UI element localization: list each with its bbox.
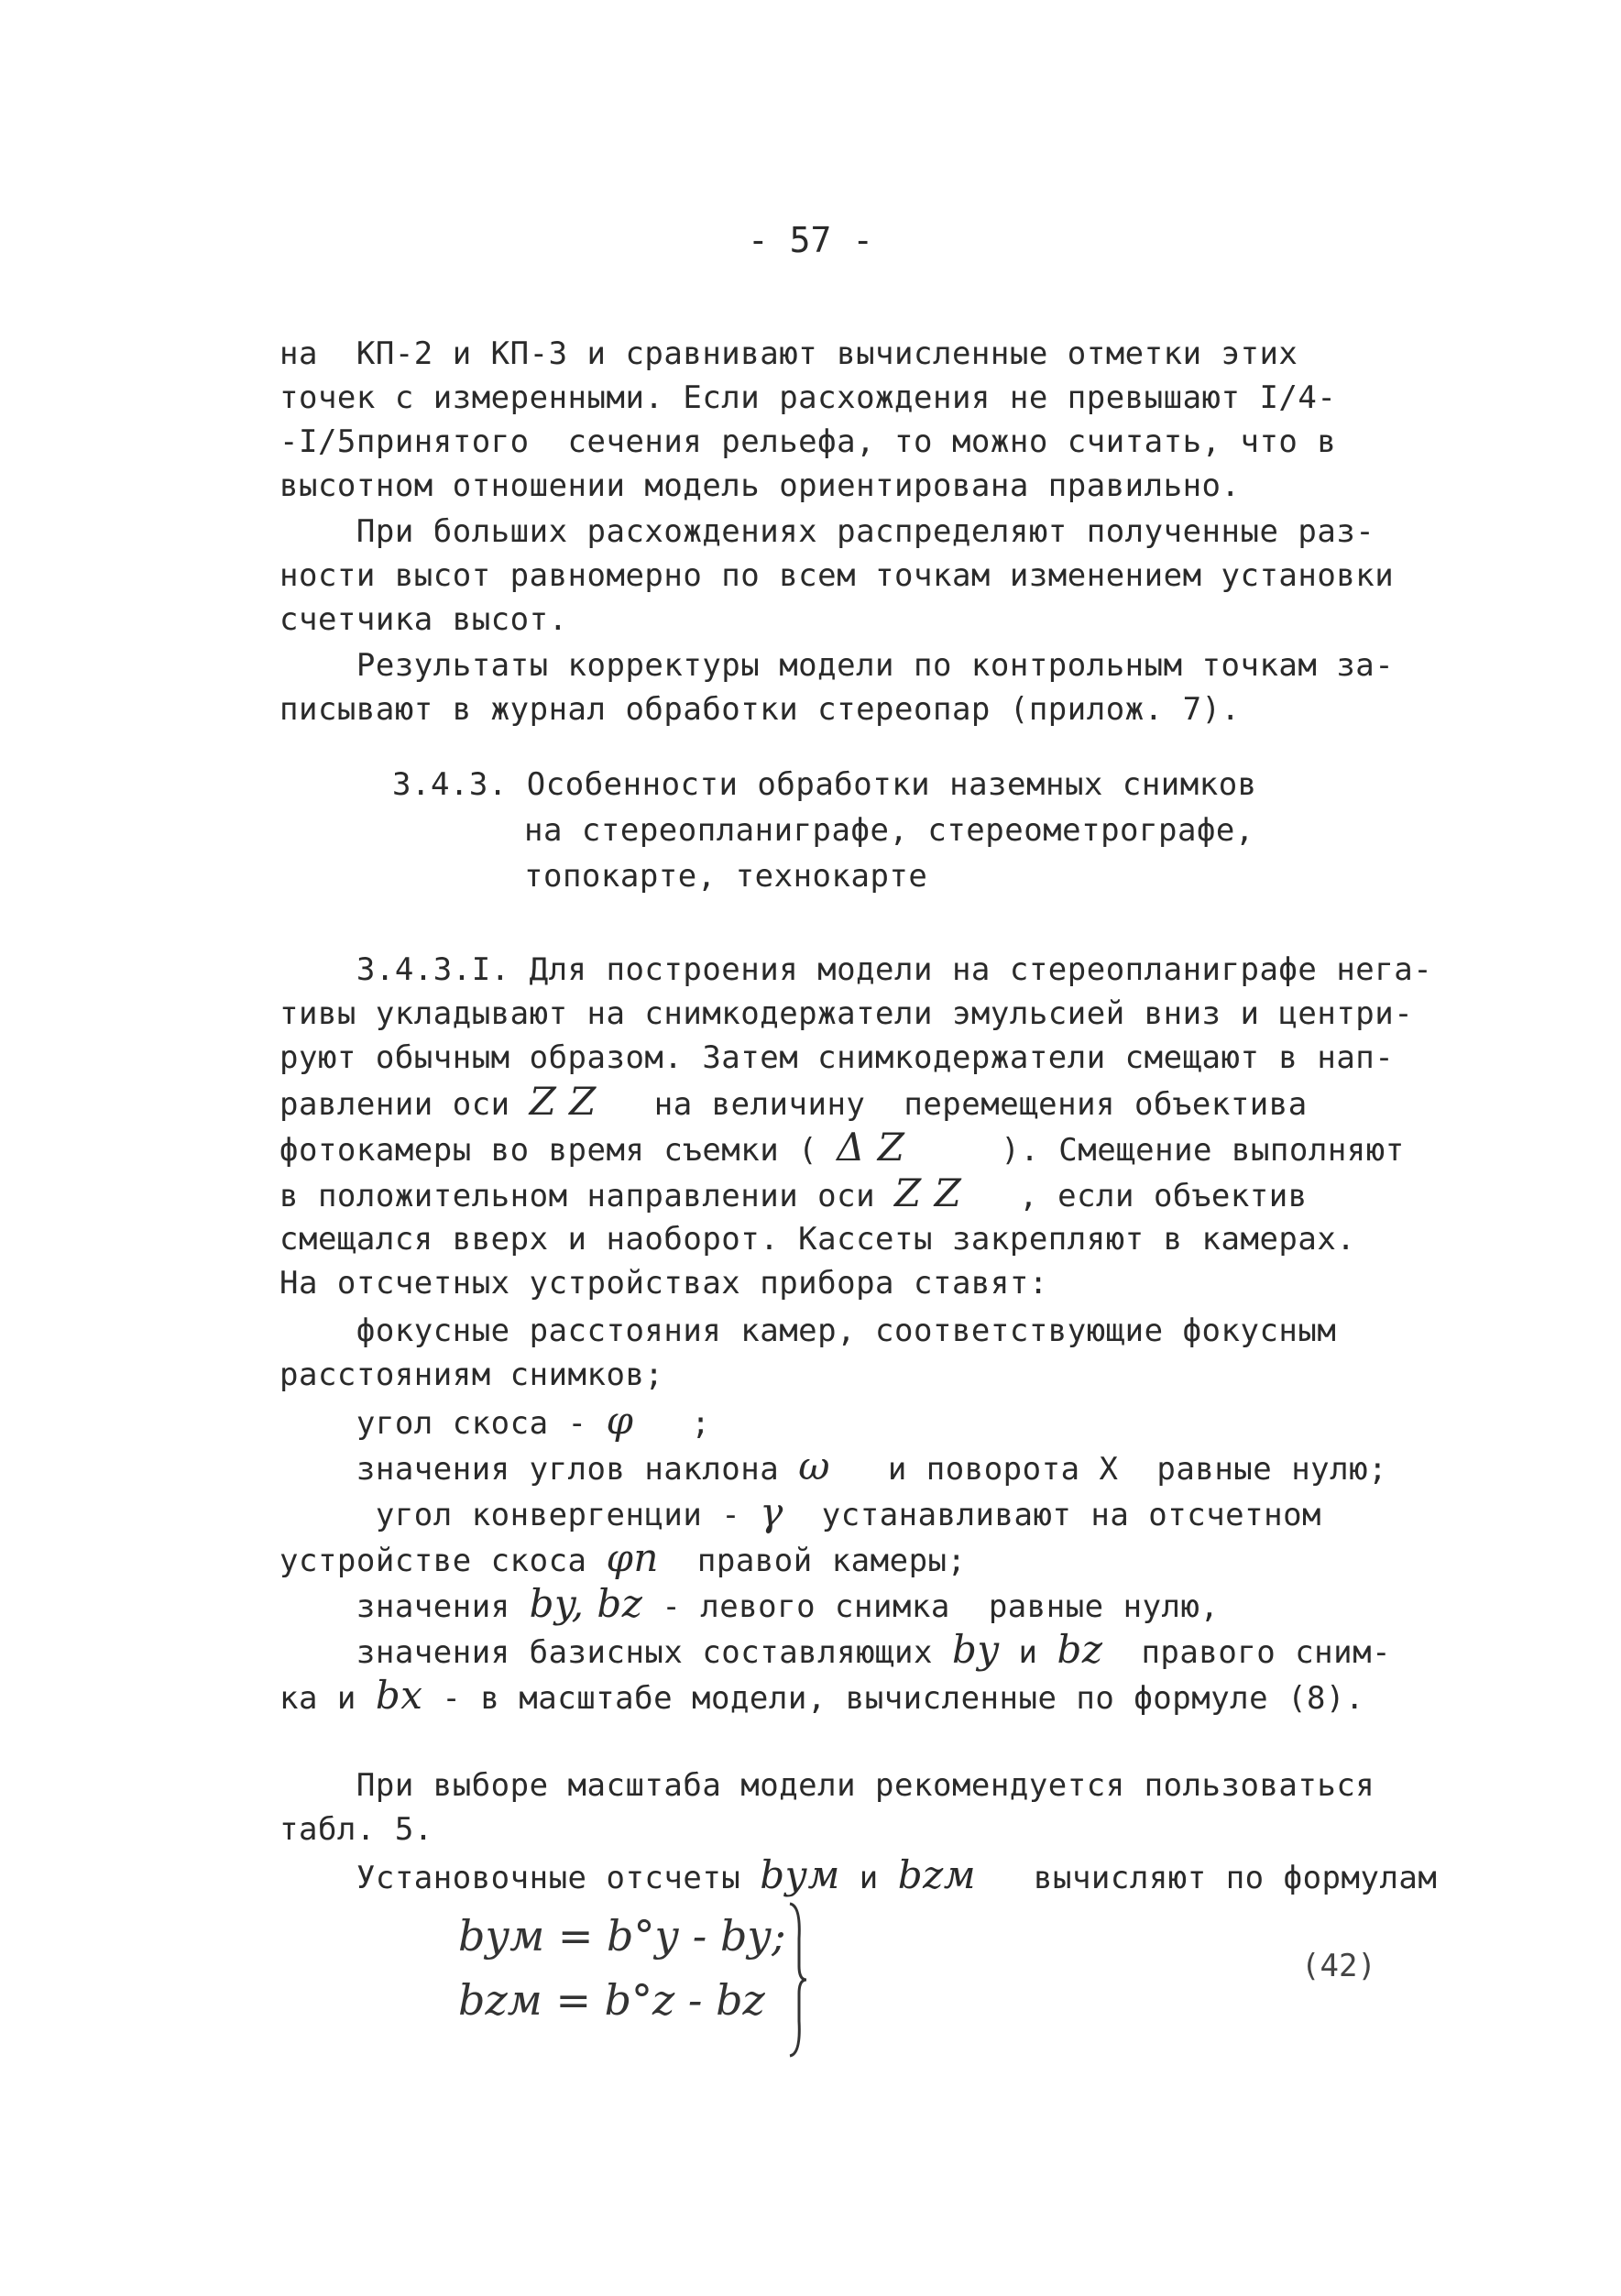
heading-line: топокарте, технокарте <box>524 858 928 895</box>
text-line: На отсчетных устройствах прибора ставят: <box>279 1265 1048 1302</box>
text-line: смещался вверх и наоборот. Кассеты закрепляют в камерах. <box>279 1221 1356 1258</box>
symbol-omega: ω <box>798 1444 830 1489</box>
text-line: точек с измеренными. Если расхождения не превышают I/4- <box>279 379 1337 416</box>
text-line: фотокамеры во время съемки ( Δ Z ). Смещение выполняют <box>279 1125 1405 1170</box>
symbol-phi: φ <box>606 1398 634 1443</box>
formula-line: bум = b°у - bу; <box>458 1911 786 1961</box>
symbol-zz: Z Z <box>894 1170 962 1215</box>
symbol-by: by <box>951 1627 1000 1672</box>
right-brace-icon <box>788 1902 808 2058</box>
symbol-phi-p: φп <box>606 1535 659 1580</box>
text-line: 3.4.3.I. Для построения модели на стереопланиграфе нега- <box>279 951 1433 988</box>
symbol-bx: bx <box>375 1673 423 1718</box>
list-item: расстояниям снимков; <box>279 1357 664 1393</box>
symbol-bz: bz <box>1057 1627 1103 1672</box>
text-line: Результаты корректуры модели по контрольным точкам за- <box>279 647 1395 684</box>
text-line: табл. 5. <box>279 1811 433 1848</box>
list-item: значения углов наклона ω и поворота Х равные нулю; <box>279 1444 1388 1489</box>
equation-number: (42) <box>1301 1948 1376 1984</box>
list-item: угол скоса - φ ; <box>279 1398 711 1443</box>
text-line: При больших расхождениях распределяют полученные раз- <box>279 513 1375 550</box>
text-line: равлении оси Z Z на величину перемещения объектива <box>279 1079 1308 1124</box>
text-line: -I/5принятого сечения рельефа, то можно считать, что в <box>279 423 1337 460</box>
list-item: фокусные расстояния камер, соответствующие фокусным <box>279 1313 1337 1349</box>
text-line: на КП-2 и КП-3 и сравнивают вычисленные отметки этих <box>279 335 1298 372</box>
text-line: руют обычным образом. Затем снимкодержатели смещают в нап- <box>279 1039 1395 1076</box>
symbol-delta-z: Δ Z <box>837 1125 905 1170</box>
text-line: счетчика высот. <box>279 601 568 638</box>
symbol-gamma: γ <box>760 1489 783 1534</box>
text-line: писывают в журнал обработки стереопар (прилож. 7). <box>279 691 1241 728</box>
symbol-bym: bум <box>760 1852 840 1897</box>
symbol-by-bz: by, bz <box>529 1581 643 1626</box>
text-line: в положительном направлении оси Z Z , если объектив <box>279 1170 1308 1215</box>
heading-line: 3.4.3. Особенности обработки наземных снимков <box>392 766 1257 803</box>
paragraph-settings: Установочные отсчеты bум и bzм вычисляют по формулам <box>279 1852 1438 1897</box>
heading-line: на стереопланиграфе, стереометрографе, <box>524 812 1254 849</box>
symbol-bzm: bzм <box>897 1852 977 1897</box>
text-line: При выборе масштаба модели рекомендуется пользоваться <box>279 1767 1375 1804</box>
text-line: тивы укладывают на снимкодержатели эмульсией вниз и центри- <box>279 995 1414 1032</box>
list-item: значения базисных составляющих by и bz правого сним- <box>279 1627 1392 1672</box>
text-line: высотном отношении модель ориентирована правильно. <box>279 467 1241 504</box>
list-item: ка и bx - в масштабе модели, вычисленные по формуле (8). <box>279 1673 1364 1718</box>
page-number: - 57 - <box>747 220 874 260</box>
formula-line: bzм = b°z - bz <box>458 1975 765 2025</box>
list-item: значения by, bz - левого снимка равные нулю, <box>279 1581 1220 1626</box>
symbol-zz: Z Z <box>529 1079 597 1124</box>
list-item: устройстве скоса φп правой камеры; <box>279 1535 967 1580</box>
list-item: угол конвергенции - γ устанавливают на отсчетном <box>279 1489 1322 1534</box>
text-line: ности высот равномерно по всем точкам изменением установки <box>279 557 1395 594</box>
